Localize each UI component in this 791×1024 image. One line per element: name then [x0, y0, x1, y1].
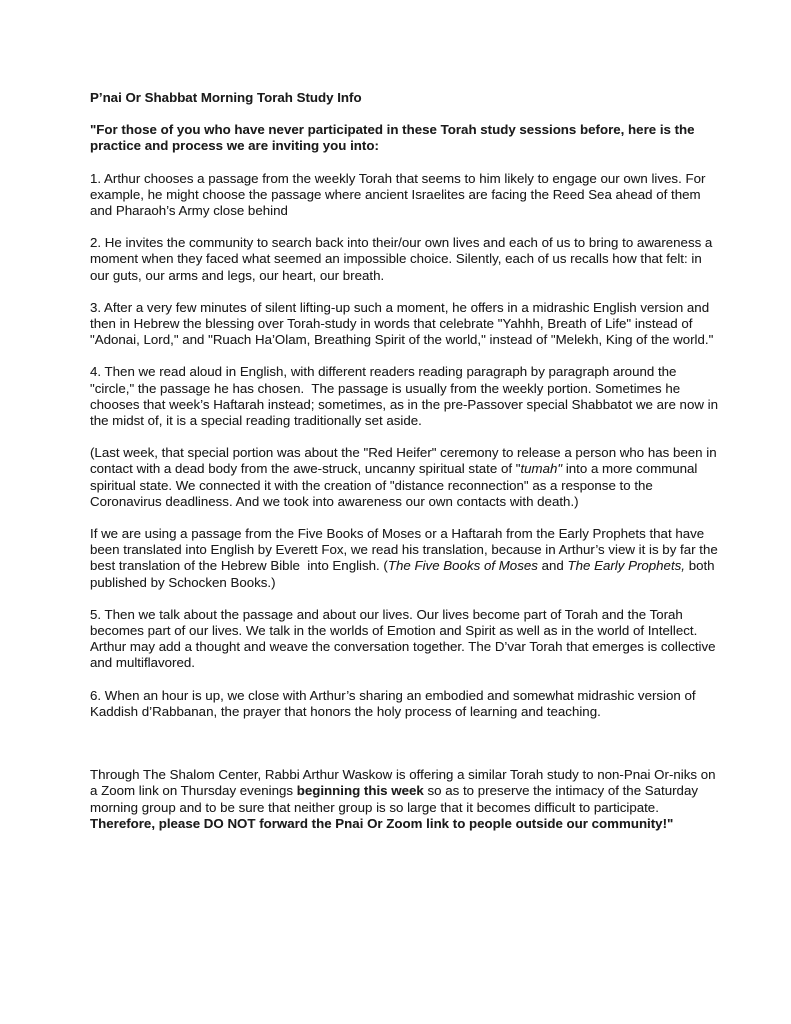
text-run: and: [537, 558, 568, 574]
text-run: (Last week, that special portion was about the "Red Heifer" ceremony to release a person who has been in contact with a dead body from the awe-struck, uncanny spiritual state of ": [90, 445, 721, 477]
item-4: [90, 364, 723, 429]
text-run: 4. Then we read aloud in English, with different readers reading paragraph by paragraph around the "circle," the passage he has chosen. The passage is usually from the weekly portion. Sometimes he chooses that week’s Haftarah instead; sometimes, as in the pre-Passover special Shabbatot we are now in the midst of, it is a special reading traditionally set aside.: [90, 364, 722, 429]
text-run: P’nai Or Shabbat Morning Torah Study Info: [90, 90, 362, 105]
text-run: 5. Then we talk about the passage and about our lives. Our lives become part of Torah and the Torah becomes part of our lives. We talk in the worlds of Emotion and Spirit as well as in the world of Intellect. Arthur may add a thought and weave the conversation together. The D’var Torah that emerges is collective and multiflavored.: [90, 606, 720, 671]
text-run: 1. Arthur chooses a passage from the weekly Torah that seems to him likely to engage our own lives. For example, he might choose the passage where ancient Israelites are facing the Reed Sea ahead of them and Pharaoh’s Army close behind: [90, 170, 710, 219]
text-run: tumah": [520, 461, 563, 477]
text-run: "For those of you who have never participated in these Torah study sessions before, here is the practice and process we are inviting you into:: [90, 122, 699, 154]
text-run: The Five Books of Moses: [387, 558, 538, 574]
doc-title: [90, 90, 723, 106]
text-run: so as to preserve the intimacy of the Saturday morning group and to be sure that neither group is so large that it becomes difficult to participate.: [90, 783, 702, 815]
text-run: 3. After a very few minutes of silent lifting-up such a moment, he offers in a midrashic English version and then in Hebrew the blessing over Torah-study in words that celebrate "Yahhh, Breath of Life" instead of "Adonai, Lord," and "Ruach Ha’Olam, Breathing Spirit of the world," instead of "Melekh, King of the world.": [90, 299, 714, 348]
last-week-aside: [90, 445, 723, 510]
item-2: [90, 235, 723, 284]
item-5: [90, 607, 723, 672]
text-run: If we are using a passage from the Five Books of Moses or a Haftarah from the Early Prophets that have been translated into English by Everett Fox, we read his translation, because in Arthur’s view it is by far the best translation of the Hebrew Bible into English. (: [90, 526, 722, 574]
intro-paragraph: [90, 122, 723, 154]
text-run: The Early Prophets,: [567, 558, 685, 574]
item-1: [90, 171, 723, 220]
document-body: [90, 90, 723, 832]
text-run: beginning this week: [296, 783, 424, 799]
text-run: 6. When an hour is up, we close with Arthur’s sharing an embodied and somewhat midrashic version of Kaddish d’Rabbanan, the prayer that honors the holy process of learning and teaching.: [90, 687, 700, 719]
text-run: 2. He invites the community to search back into their/our own lives and each of us to bring to awareness a moment when they faced what seemed an impossible choice. Silently, each of us recalls how that felt: in our guts, our arms and legs, our heart, our breath.: [90, 235, 717, 283]
item-3: [90, 300, 723, 349]
closing-paragraph: [90, 767, 723, 832]
text-run: both published by Schocken Books.): [90, 558, 719, 590]
text-run: Therefore, please DO NOT forward the Pnai Or Zoom link to people outside our community!": [90, 815, 674, 831]
text-run: Through The Shalom Center, Rabbi Arthur Waskow is offering a similar Torah study to non-Pnai Or-niks on a Zoom link on Thursday evenings: [90, 767, 720, 799]
everett-fox-paragraph: [90, 526, 723, 591]
item-6: [90, 688, 723, 720]
text-run: into a more communal spiritual state. We connected it with the creation of "distance reconnection" as a response to the Coronavirus deadliness. And we took into awareness our own contacts with death.): [90, 461, 702, 509]
